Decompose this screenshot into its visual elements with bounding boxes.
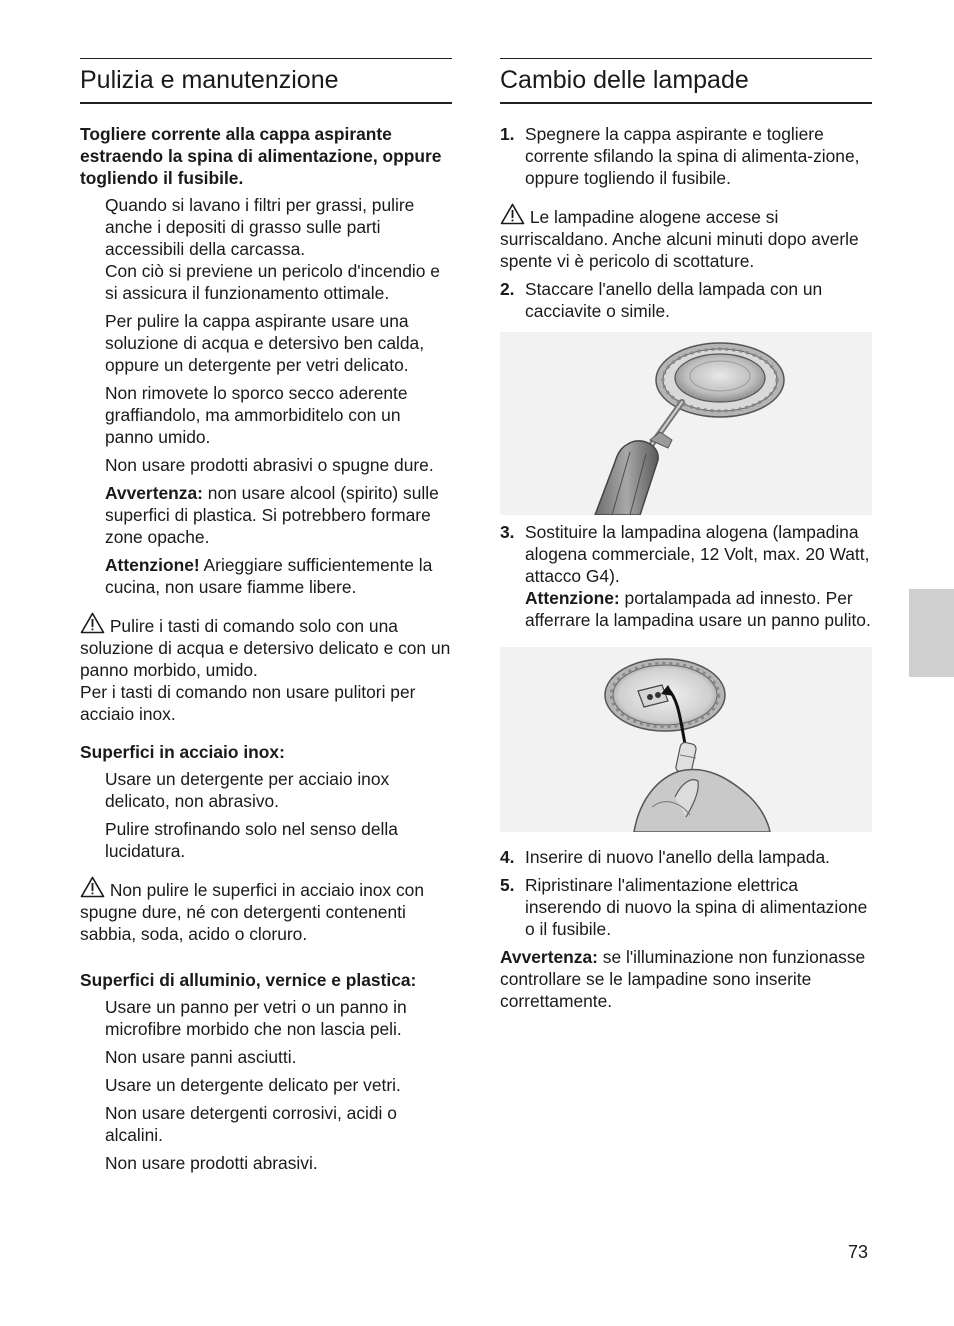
step-1: 1. Spegnere la cappa aspirante e togliere corrente sfilando la spina di alimenta-zione, oppure togliendo il fusibile. — [500, 124, 860, 188]
step-number: 3. — [500, 522, 515, 542]
cleaning-section — [80, 58, 452, 1174]
step-number: 2. — [500, 279, 515, 299]
paragraph-alu-5: Non usare prodotti abrasivi. — [105, 1153, 318, 1173]
bulb-replacement-illustration — [500, 647, 872, 832]
warning-triangle-icon — [80, 876, 105, 898]
paragraph-inox-2: Pulire strofinando solo nel senso della lucidatura. — [105, 819, 398, 861]
paragraph-abrasives: Non usare prodotti abrasivi o spugne dure. — [105, 455, 434, 475]
paragraph-filters: Quando si lavano i filtri per grassi, pulire anche i depositi di grasso sulle parti accessibili della carcassa. Con ciò si previene un pericolo d'incendio e si assicura il funzionamento ottimale. — [105, 195, 440, 303]
illustration-remove-ring — [500, 332, 872, 515]
warning-triangle-icon — [80, 612, 105, 634]
paragraph-dirt: Non rimovete lo sporco secco aderente graffiandolo, ma ammorbiditelo con un panno umido. — [105, 383, 408, 447]
paragraph-alu-3: Usare un detergente delicato per vetri. — [105, 1075, 401, 1095]
section-title-lamps: Cambio delle lampade — [500, 58, 872, 104]
warning-triangle-icon — [500, 203, 525, 225]
paragraph-cleaning-solution: Per pulire la cappa aspirante usare una soluzione di acqua e detersivo ben calda, oppure un detergente per vetri delicato. — [105, 311, 425, 375]
warning-controls: Pulire i tasti di comando solo con una soluzione di acqua e detersivo delicato e con un panno morbido, umido. Per i tasti di comando non usare pulitori per acciaio inox. — [80, 612, 452, 725]
step-2: 2. Staccare l'anello della lampada con un cacciavite o simile. — [500, 279, 823, 321]
subheading-aluminium: Superfici di alluminio, vernice e plastica: — [80, 970, 417, 990]
screwdriver-ring-illustration — [500, 332, 872, 515]
paragraph-inox-1: Usare un detergente per acciaio inox delicato, non abrasivo. — [105, 769, 390, 811]
step-number: 5. — [500, 875, 515, 895]
step-number: 4. — [500, 847, 515, 867]
step-3: 3. Sostituire la lampadina alogena (lampadina alogena commerciale, 12 Volt, max. 20 Watt, attacco G4). Attenzione: portalampada ad innesto. Per afferrare la lampadina usare un panno pulito. — [500, 522, 871, 630]
paragraph-ventilation: Attenzione! Arieggiare sufficientemente la cucina, non usare fiamme libere. — [105, 555, 433, 597]
lamp-section — [500, 58, 872, 1012]
warning-inox: Non pulire le superfici in acciaio inox con spugne dure, né con detergenti contenenti sabbia, soda, acido o cloruro. — [80, 876, 452, 945]
step-number: 1. — [500, 124, 515, 144]
note-lamps: Avvertenza: se l'illuminazione non funzionasse controllare se le lampadine sono inserite correttamente. — [500, 947, 866, 1011]
illustration-replace-bulb — [500, 647, 872, 832]
subheading-inox: Superfici in acciaio inox: — [80, 742, 285, 762]
page-number: 73 — [848, 1242, 869, 1262]
warning-hot-lamps: Le lampadine alogene accese si surriscaldano. Anche alcuni minuti dopo averle spente vi è pericolo di scottature. — [500, 203, 872, 272]
paragraph-alu-1: Usare un panno per vetri o un panno in microfibre morbido che non lascia peli. — [105, 997, 407, 1039]
paragraph-alu-4: Non usare detergenti corrosivi, acidi o alcalini. — [105, 1103, 397, 1145]
lead-warning: Togliere corrente alla cappa aspirante estraendo la spina di alimentazione, oppure togliendo il fusibile. — [80, 124, 442, 188]
page-tab-marker — [909, 589, 954, 677]
paragraph-alcohol-note: Avvertenza: non usare alcool (spirito) sulle superfici di plastica. Si potrebbero formare zone opache. — [105, 483, 439, 547]
paragraph-alu-2: Non usare panni asciutti. — [105, 1047, 297, 1067]
step-4: 4. Inserire di nuovo l'anello della lampada. — [500, 847, 830, 867]
step-5: 5. Ripristinare l'alimentazione elettrica inserendo di nuovo la spina di alimentazione o il fusibile. — [500, 875, 868, 939]
section-title-cleaning: Pulizia e manutenzione — [80, 58, 452, 104]
